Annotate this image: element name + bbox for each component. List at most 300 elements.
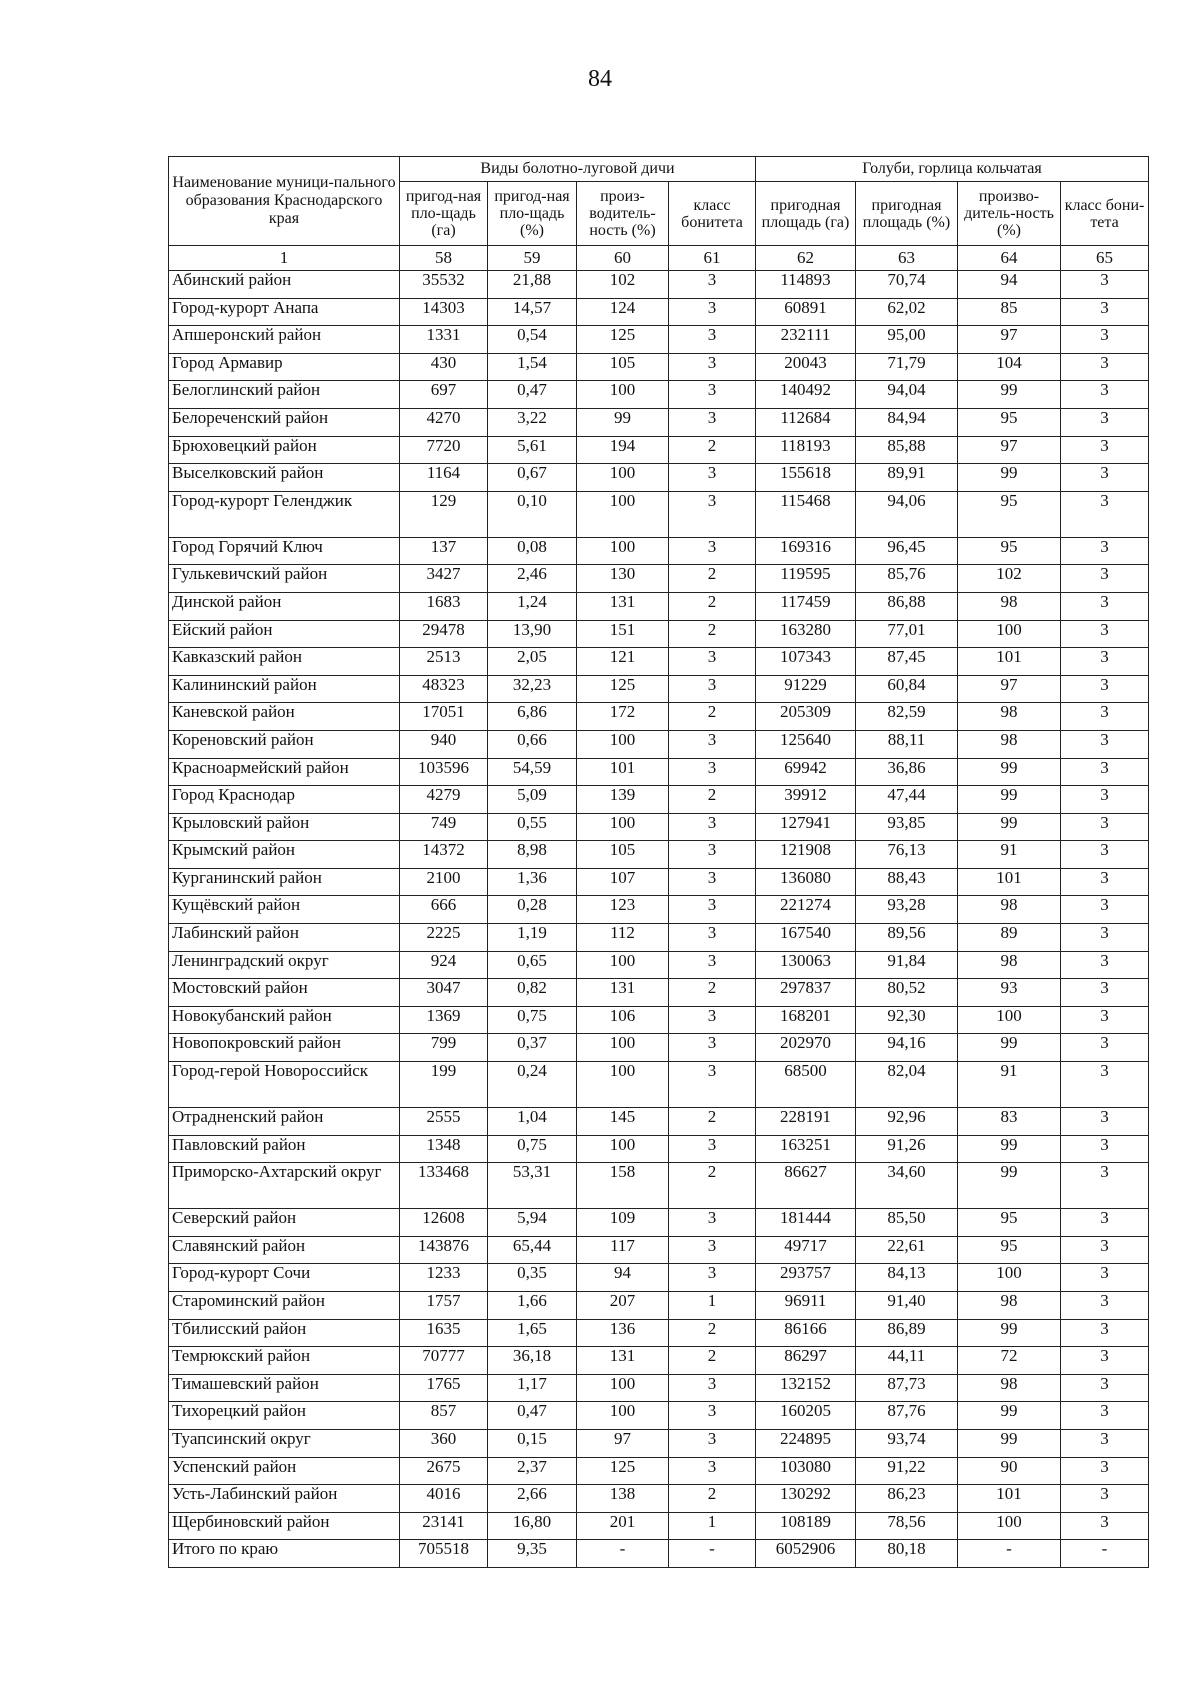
table-cell: 12608 [400,1209,488,1237]
table-cell: 3 [1061,326,1149,354]
table-cell: 62,02 [856,298,958,326]
table-row [169,353,1149,381]
municipality-name: Тихорецкий район [169,1402,400,1430]
municipality-name: Приморско-Ахтарский округ [169,1163,400,1209]
table-cell: 99 [958,758,1061,786]
table-cell: 100 [577,1402,669,1430]
table-cell: 3 [669,758,756,786]
table-cell: 0,10 [488,491,577,537]
table-cell: 3 [1061,648,1149,676]
table-cell: 155618 [756,464,856,492]
table-cell: 3 [669,1209,756,1237]
table-cell: 105 [577,353,669,381]
table-row [169,381,1149,409]
table-cell: 3 [1061,841,1149,869]
municipality-name: Абинский район [169,271,400,299]
table-row [169,1402,1149,1430]
table-cell: 139 [577,786,669,814]
table-row [169,408,1149,436]
table-cell: 1757 [400,1292,488,1320]
table-cell: 84,94 [856,408,958,436]
table-cell: 3 [1061,1292,1149,1320]
table-cell: 101 [577,758,669,786]
header-sub-col: класс бони-тета [1061,182,1149,246]
table-cell: 70777 [400,1347,488,1375]
table-cell: 48323 [400,675,488,703]
table-cell: 0,15 [488,1429,577,1457]
table-cell: 1164 [400,464,488,492]
table-cell: 1,66 [488,1292,577,1320]
table-cell: 3 [669,271,756,299]
table-cell: 100 [577,951,669,979]
municipality-name: Апшеронский район [169,326,400,354]
table-cell: 3 [669,1402,756,1430]
municipality-name: Темрюкский район [169,1347,400,1375]
table-cell: - [1061,1540,1149,1568]
table-cell: 0,28 [488,896,577,924]
table-cell: 65,44 [488,1236,577,1264]
table-cell: 143876 [400,1236,488,1264]
table-cell: 112 [577,924,669,952]
municipality-name: Брюховецкий район [169,436,400,464]
table-cell: 3 [1061,951,1149,979]
table-cell: 293757 [756,1264,856,1292]
table-cell: 99 [958,1319,1061,1347]
municipality-name: Успенский район [169,1457,400,1485]
table-cell: 2225 [400,924,488,952]
table-cell: 91,26 [856,1135,958,1163]
table-row [169,1163,1149,1209]
table-cell: 9,35 [488,1540,577,1568]
column-number: 64 [958,246,1061,271]
table-cell: 97 [958,326,1061,354]
header-group-pigeons: Голуби, горлица кольчатая [756,157,1149,182]
game-habitat-table [168,156,1149,1568]
table-cell: 102 [958,565,1061,593]
table-cell: 163251 [756,1135,856,1163]
table-cell: 88,43 [856,868,958,896]
table-cell: 93,85 [856,813,958,841]
table-cell: 49717 [756,1236,856,1264]
column-number: 1 [169,246,400,271]
table-cell: 83 [958,1108,1061,1136]
table-cell: 3047 [400,979,488,1007]
table-cell: 1331 [400,326,488,354]
table-cell: 7720 [400,436,488,464]
table-cell: 99 [958,1429,1061,1457]
table-row [169,841,1149,869]
table-cell: 3 [1061,1135,1149,1163]
table-cell: 3 [1061,1429,1149,1457]
table-cell: 103080 [756,1457,856,1485]
table-cell: 100 [577,1062,669,1108]
table-cell: 87,45 [856,648,958,676]
table-row [169,620,1149,648]
table-cell: 705518 [400,1540,488,1568]
table-cell: 136 [577,1319,669,1347]
column-number: 60 [577,246,669,271]
table-cell: 1635 [400,1319,488,1347]
table-cell: 104 [958,353,1061,381]
table-cell: 85,50 [856,1209,958,1237]
municipality-name: Город Горячий Ключ [169,537,400,565]
table-cell: 3 [1061,1374,1149,1402]
table-cell: 100 [577,813,669,841]
table-cell: 101 [958,868,1061,896]
table-cell: 96911 [756,1292,856,1320]
table-cell: 82,59 [856,703,958,731]
municipality-name: Кореновский район [169,730,400,758]
table-cell: 3427 [400,565,488,593]
municipality-name: Ленинградский округ [169,951,400,979]
table-cell: 205309 [756,703,856,731]
table-cell: 89,56 [856,924,958,952]
table-cell: 92,96 [856,1108,958,1136]
table-row [169,537,1149,565]
table-cell: 3 [669,408,756,436]
table-cell: 91 [958,1062,1061,1108]
table-cell: 3 [1061,464,1149,492]
table-cell: 0,75 [488,1135,577,1163]
table-cell: 2 [669,1163,756,1209]
table-cell: 100 [577,381,669,409]
table-cell: 80,52 [856,979,958,1007]
table-cell: 1348 [400,1135,488,1163]
municipality-name: Белоглинский район [169,381,400,409]
table-cell: 69942 [756,758,856,786]
table-cell: 77,01 [856,620,958,648]
table-row [169,464,1149,492]
table-row [169,924,1149,952]
table-cell: 100 [958,1006,1061,1034]
municipality-name: Город-герой Новороссийск [169,1062,400,1108]
municipality-name: Мостовский район [169,979,400,1007]
table-cell: 3 [1061,813,1149,841]
table-cell: 125 [577,1457,669,1485]
table-cell: 1765 [400,1374,488,1402]
table-cell: 0,55 [488,813,577,841]
table-cell: 82,04 [856,1062,958,1108]
municipality-name: Красноармейский район [169,758,400,786]
table-cell: 2 [669,979,756,1007]
table-cell: 94 [958,271,1061,299]
table-cell: 3 [1061,298,1149,326]
municipality-name: Лабинский район [169,924,400,952]
table-cell: 91,40 [856,1292,958,1320]
table-cell: 3 [669,464,756,492]
table-cell: 127941 [756,813,856,841]
table-cell: 2675 [400,1457,488,1485]
table-cell: 1,04 [488,1108,577,1136]
table-cell: 3 [669,730,756,758]
municipality-name: Туапсинский округ [169,1429,400,1457]
table-cell: 20043 [756,353,856,381]
municipality-name: Кущёвский район [169,896,400,924]
table-row [169,703,1149,731]
table-row [169,1319,1149,1347]
municipality-name: Гулькевичский район [169,565,400,593]
table-cell: 1,17 [488,1374,577,1402]
municipality-name: Белореченский район [169,408,400,436]
table-cell: 86,88 [856,592,958,620]
table-cell: 201 [577,1512,669,1540]
table-cell: 3 [1061,896,1149,924]
table-cell: 47,44 [856,786,958,814]
table-cell: 2555 [400,1108,488,1136]
table-cell: 93,28 [856,896,958,924]
table-cell: 86297 [756,1347,856,1375]
table-cell: 3 [669,1236,756,1264]
table-cell: 99 [958,1402,1061,1430]
table-cell: 194 [577,436,669,464]
table-cell: 1 [669,1292,756,1320]
table-row [169,1292,1149,1320]
table-cell: 95 [958,491,1061,537]
table-cell: 3 [669,1034,756,1062]
header-sub-col: класс бонитета [669,182,756,246]
table-cell: 100 [577,537,669,565]
table-cell: 5,94 [488,1209,577,1237]
table-cell: 91229 [756,675,856,703]
table-body [169,271,1149,1568]
table-cell: 13,90 [488,620,577,648]
table-cell: 207 [577,1292,669,1320]
table-cell: 167540 [756,924,856,952]
table-cell: 1233 [400,1264,488,1292]
table-cell: 36,18 [488,1347,577,1375]
table-cell: 297837 [756,979,856,1007]
table-cell: 3 [669,491,756,537]
table-cell: 100 [577,1135,669,1163]
table-cell: 2100 [400,868,488,896]
municipality-name: Славянский район [169,1236,400,1264]
table-cell: 132152 [756,1374,856,1402]
table-cell: 98 [958,896,1061,924]
table-cell: 3 [669,353,756,381]
table-cell: 151 [577,620,669,648]
table-cell: 60,84 [856,675,958,703]
table-cell: 21,88 [488,271,577,299]
table-cell: 16,80 [488,1512,577,1540]
table-cell: 0,67 [488,464,577,492]
table-cell: 131 [577,592,669,620]
column-number: 61 [669,246,756,271]
table-cell: 98 [958,1374,1061,1402]
table-cell: 3 [669,813,756,841]
table-cell: 163280 [756,620,856,648]
table-cell: 3 [1061,924,1149,952]
table-cell: 119595 [756,565,856,593]
table-cell: 140492 [756,381,856,409]
table-cell: 0,54 [488,326,577,354]
table-cell: 3 [1061,620,1149,648]
table-cell: 3 [669,1135,756,1163]
table-cell: 93,74 [856,1429,958,1457]
table-cell: 100 [958,1264,1061,1292]
table-cell: 14372 [400,841,488,869]
table-cell: 2 [669,1485,756,1513]
table-cell: 94,04 [856,381,958,409]
municipality-name: Щербиновский район [169,1512,400,1540]
table-cell: 95 [958,408,1061,436]
table-cell: 0,66 [488,730,577,758]
table-cell: 3 [669,896,756,924]
table-cell: 107 [577,868,669,896]
table-cell: 3 [1061,491,1149,537]
table-row [169,436,1149,464]
table-cell: 76,13 [856,841,958,869]
table-cell: 3 [669,841,756,869]
table-cell: 3 [1061,1457,1149,1485]
municipality-name: Тимашевский район [169,1374,400,1402]
table-cell: 666 [400,896,488,924]
table-cell: 99 [958,813,1061,841]
table-cell: 6,86 [488,703,577,731]
table-cell: 117 [577,1236,669,1264]
table-cell: 86627 [756,1163,856,1209]
table-cell: 3 [1061,565,1149,593]
table-cell: 1,36 [488,868,577,896]
municipality-name: Новопокровский район [169,1034,400,1062]
table-row [169,1485,1149,1513]
table-cell: 53,31 [488,1163,577,1209]
header-sub-col: пригод-ная пло-щадь (га) [400,182,488,246]
table-cell: 95 [958,1209,1061,1237]
table-row [169,786,1149,814]
municipality-name: Павловский район [169,1135,400,1163]
table-cell: 3 [1061,1006,1149,1034]
table-cell: 130 [577,565,669,593]
table-row [169,1429,1149,1457]
table-cell: 1,65 [488,1319,577,1347]
table-cell: 2 [669,703,756,731]
table-cell: 39912 [756,786,856,814]
municipality-name: Ейский район [169,620,400,648]
table-cell: 85,76 [856,565,958,593]
municipality-name: Новокубанский район [169,1006,400,1034]
table-cell: 3 [1061,1062,1149,1108]
table-cell: 3 [1061,979,1149,1007]
table-cell: 3 [1061,592,1149,620]
table-cell: 3,22 [488,408,577,436]
table-cell: 87,76 [856,1402,958,1430]
table-cell: 3 [1061,1209,1149,1237]
table-cell: 87,73 [856,1374,958,1402]
table-cell: 3 [669,1457,756,1485]
table-cell: 3 [1061,1512,1149,1540]
table-row [169,1062,1149,1108]
table-cell: 3 [1061,353,1149,381]
table-cell: 2,05 [488,648,577,676]
table-cell: 0,65 [488,951,577,979]
table-cell: 100 [577,1374,669,1402]
table-cell: 34,60 [856,1163,958,1209]
table-cell: 2,46 [488,565,577,593]
table-cell: 97 [958,675,1061,703]
municipality-name: Динской район [169,592,400,620]
table-cell: 99 [958,381,1061,409]
table-cell: 2 [669,1108,756,1136]
table-cell: 89,91 [856,464,958,492]
table-row [169,565,1149,593]
table-cell: 3 [1061,436,1149,464]
table-cell: 181444 [756,1209,856,1237]
page-number: 84 [588,66,612,92]
table-cell: 89 [958,924,1061,952]
table-cell: 2 [669,1347,756,1375]
table-cell: 118193 [756,436,856,464]
table-cell: 108189 [756,1512,856,1540]
table-cell: 125 [577,675,669,703]
table-cell: 44,11 [856,1347,958,1375]
table-cell: 32,23 [488,675,577,703]
table-cell: 86,89 [856,1319,958,1347]
table-cell: 54,59 [488,758,577,786]
table-cell: 91,22 [856,1457,958,1485]
table-cell: 115468 [756,491,856,537]
table-cell: 138 [577,1485,669,1513]
table-cell: 103596 [400,758,488,786]
table-row [169,675,1149,703]
table-cell: 3 [1061,1402,1149,1430]
municipality-name: Отрадненский район [169,1108,400,1136]
table-cell: 4270 [400,408,488,436]
table-cell: 3 [669,1062,756,1108]
table-cell: 3 [669,648,756,676]
table-row [169,1540,1149,1568]
table-cell: 121908 [756,841,856,869]
table-cell: 799 [400,1034,488,1062]
table-cell: 2 [669,592,756,620]
table-cell: 98 [958,951,1061,979]
table-cell: 0,47 [488,1402,577,1430]
table-cell: 72 [958,1347,1061,1375]
table-cell: 6052906 [756,1540,856,1568]
table-cell: 2,37 [488,1457,577,1485]
table-cell: 94 [577,1264,669,1292]
table-cell: 85,88 [856,436,958,464]
table-cell: 2,66 [488,1485,577,1513]
municipality-name: Город Краснодар [169,786,400,814]
table-cell: 3 [1061,1264,1149,1292]
municipality-name: Северский район [169,1209,400,1237]
municipality-name: Кавказский район [169,648,400,676]
table-cell: 3 [1061,381,1149,409]
table-cell: 35532 [400,271,488,299]
table-cell: 3 [669,1006,756,1034]
table-cell: 3 [1061,730,1149,758]
table-cell: 124 [577,298,669,326]
table-cell: 3 [1061,758,1149,786]
table-cell: 3 [669,298,756,326]
table-cell: 3 [1061,1034,1149,1062]
table-cell: 125 [577,326,669,354]
table-cell: 99 [958,1135,1061,1163]
table-cell: 105 [577,841,669,869]
municipality-name: Город-курорт Анапа [169,298,400,326]
table-cell: 90 [958,1457,1061,1485]
table-cell: 4279 [400,786,488,814]
column-number-row [169,246,1149,271]
table-cell: 5,61 [488,436,577,464]
table-cell: 98 [958,1292,1061,1320]
table-cell: 78,56 [856,1512,958,1540]
table-cell: 68500 [756,1062,856,1108]
table-cell: 3 [1061,868,1149,896]
table-cell: 98 [958,703,1061,731]
table-cell: 3 [1061,1319,1149,1347]
table-cell: 3 [669,381,756,409]
